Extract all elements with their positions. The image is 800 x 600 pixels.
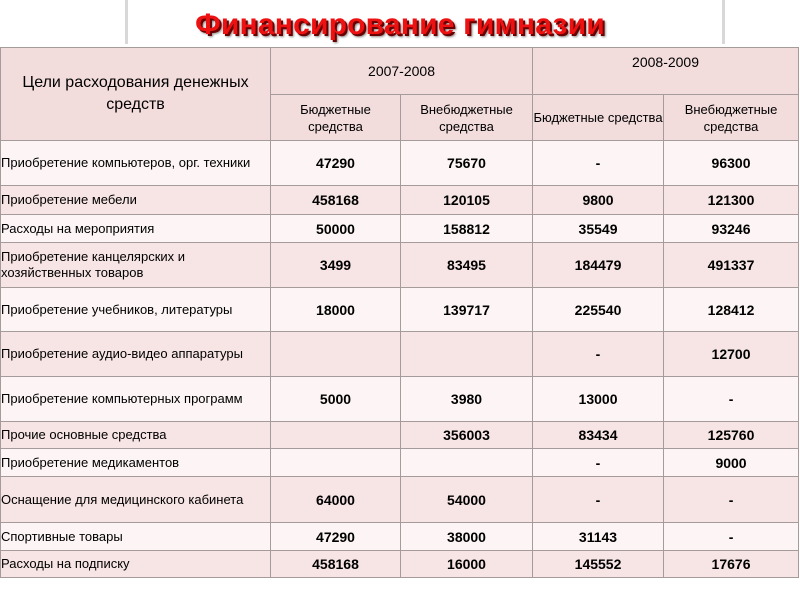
row-label: Спортивные товары [1,523,271,551]
row-label: Приобретение медикаментов [1,449,271,477]
table-row [1,186,799,215]
table-row [1,332,799,377]
value-budget-2007-2008 [271,422,401,449]
row-label: Прочие основные средства [1,422,271,449]
value-offbudget-2008-2009: 491337 [664,243,799,288]
value-offbudget-2007-2008: 54000 [401,477,533,523]
value-offbudget-2008-2009: - [664,523,799,551]
row-label: Приобретение компьютеров, орг. техники [1,141,271,186]
header-budget-2007: Бюджетные средства [271,95,401,141]
value-budget-2008-2009: - [533,332,664,377]
row-label: Расходы на подписку [1,551,271,578]
value-budget-2008-2009: 9800 [533,186,664,215]
value-budget-2007-2008: 50000 [271,215,401,243]
value-budget-2008-2009: 35549 [533,215,664,243]
value-budget-2007-2008: 47290 [271,141,401,186]
value-offbudget-2007-2008: 158812 [401,215,533,243]
row-label: Расходы на мероприятия [1,215,271,243]
table-row [1,551,799,578]
value-budget-2007-2008: 5000 [271,377,401,422]
header-offbudget-2007: Внебюджетные средства [401,95,533,141]
value-budget-2008-2009: 13000 [533,377,664,422]
value-offbudget-2007-2008: 120105 [401,186,533,215]
value-offbudget-2008-2009: 96300 [664,141,799,186]
value-offbudget-2007-2008 [401,449,533,477]
value-budget-2008-2009: - [533,477,664,523]
value-budget-2008-2009: - [533,449,664,477]
value-offbudget-2008-2009: 9000 [664,449,799,477]
table-row [1,215,799,243]
value-offbudget-2007-2008: 356003 [401,422,533,449]
value-budget-2007-2008 [271,332,401,377]
table-row [1,243,799,288]
value-budget-2007-2008: 47290 [271,523,401,551]
financing-table [0,47,799,578]
page-title: Финансирование гимназии [195,8,605,41]
value-offbudget-2007-2008: 75670 [401,141,533,186]
table-row [1,422,799,449]
value-offbudget-2008-2009: 121300 [664,186,799,215]
value-offbudget-2007-2008: 83495 [401,243,533,288]
value-budget-2008-2009: - [533,141,664,186]
value-budget-2007-2008: 458168 [271,186,401,215]
value-budget-2008-2009: 83434 [533,422,664,449]
value-budget-2008-2009: 145552 [533,551,664,578]
value-budget-2007-2008 [271,449,401,477]
row-label: Оснащение для медицинского кабинета [1,477,271,523]
header-row-years [1,48,799,95]
row-label: Приобретение мебели [1,186,271,215]
value-budget-2007-2008: 3499 [271,243,401,288]
row-label: Приобретение компьютерных программ [1,377,271,422]
value-offbudget-2007-2008: 38000 [401,523,533,551]
table-row [1,288,799,332]
header-year-2008-2009: 2008-2009 [533,48,799,95]
value-offbudget-2008-2009: 12700 [664,332,799,377]
value-offbudget-2008-2009: - [664,477,799,523]
table-row [1,141,799,186]
value-budget-2007-2008: 18000 [271,288,401,332]
table-row [1,477,799,523]
value-offbudget-2008-2009: 128412 [664,288,799,332]
value-offbudget-2008-2009: - [664,377,799,422]
table-row [1,449,799,477]
value-budget-2007-2008: 458168 [271,551,401,578]
header-year-2007-2008: 2007-2008 [271,48,533,95]
value-budget-2008-2009: 31143 [533,523,664,551]
value-offbudget-2007-2008: 3980 [401,377,533,422]
row-label: Приобретение канцелярских и хозяйственных товаров [1,243,271,288]
value-offbudget-2008-2009: 17676 [664,551,799,578]
value-budget-2007-2008: 64000 [271,477,401,523]
value-offbudget-2007-2008: 139717 [401,288,533,332]
header-offbudget-2008: Внебюджетные средства [664,95,799,141]
table-row [1,377,799,422]
value-offbudget-2007-2008: 16000 [401,551,533,578]
value-budget-2008-2009: 184479 [533,243,664,288]
value-offbudget-2007-2008 [401,332,533,377]
row-label: Приобретение учебников, литературы [1,288,271,332]
table-row [1,523,799,551]
value-offbudget-2008-2009: 125760 [664,422,799,449]
header-budget-2008: Бюджетные средства [533,95,664,141]
value-offbudget-2008-2009: 93246 [664,215,799,243]
value-budget-2008-2009: 225540 [533,288,664,332]
row-label: Приобретение аудио-видео аппаратуры [1,332,271,377]
header-purpose: Цели расходования денежных средств [1,48,271,141]
